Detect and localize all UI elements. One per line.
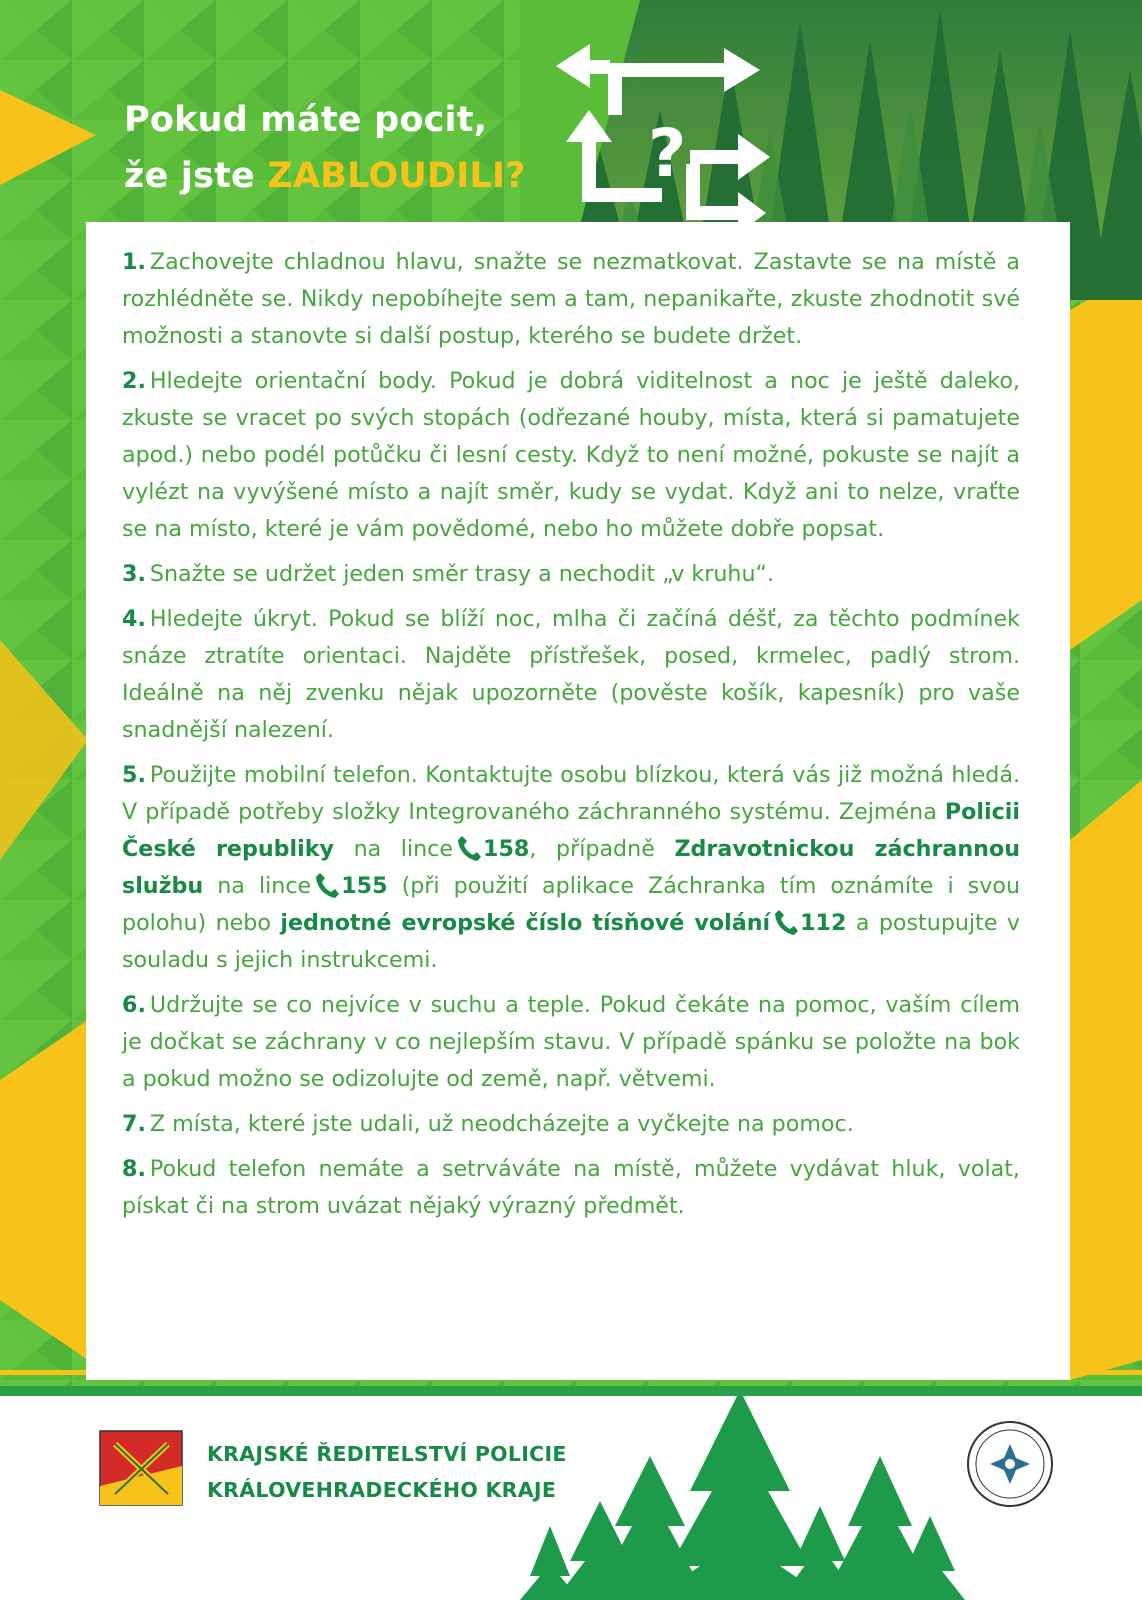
item-text: , případně: [529, 836, 655, 862]
instruction-2: [122, 363, 1020, 548]
item-text: Zachovejte chladnou hlavu, snažte se nezmatkovat. Zastavte se na místě a rozhlédněte se. Nikdy nepobíhejte sem a tam, nepanikařte, zkuste zhodnotit své možnosti a stanovte si další postup, kterého se budete držet.: [122, 249, 1020, 349]
phone-icon: [774, 909, 798, 935]
item-text: Použijte mobilní telefon. Kontaktujte osobu blízkou, která vás již možná hledá. V případě potřeby složky Integrovaného záchranného systému. Zejména: [122, 762, 1020, 825]
police-seal-icon: [968, 1422, 1052, 1506]
item-text: a postupujte v souladu s jejich instrukcemi.: [122, 910, 1020, 973]
instruction-3: [122, 556, 1020, 593]
instruction-6: [122, 987, 1020, 1098]
instruction-8: [122, 1151, 1020, 1225]
footer-line-2: KRÁLOVEHRADECKÉHO KRAJE: [207, 1478, 557, 1502]
phone-icon: [315, 872, 339, 898]
yellow-accent-right-bottom: [1070, 780, 1142, 1380]
instructions-list: [122, 244, 1020, 1233]
instruction-5: [122, 757, 1020, 979]
yellow-accent-right-top: [1070, 270, 1142, 650]
footer: [0, 1396, 1142, 1600]
phone-number-155: 155: [341, 873, 388, 899]
item-text: na lince: [217, 873, 312, 899]
ambulance-name: Zdravotnickou záchrannou službu: [122, 836, 1021, 899]
police-name: Policii České republiky: [122, 799, 1020, 862]
item-number: 3.: [122, 561, 146, 587]
item-text: Z místa, které jste udali, už neodcházejte a vyčkejte na pomoc.: [149, 1111, 854, 1137]
item-text: (při použití aplikace Záchranka tím oznámíte i svou polohu) nebo: [122, 873, 1021, 936]
item-number: 1.: [122, 249, 146, 275]
item-text: Hledejte orientační body. Pokud je dobrá viditelnost a noc je ještě daleko, zkuste se vracet po svých stopách (odřezané houby, místa, která si pamatujete apod.) nebo podél potůčku či lesní cesty. Když to není možné, pokuste se najít a vylézt na vyvýšené místo a najít směr, kudy se vydat. Když ani to nelze, vraťte se na místo, které je vám povědomé, nebo ho můžete dobře popsat.: [122, 368, 1020, 542]
instructions-card: [86, 222, 1070, 1380]
item-number: 8.: [122, 1156, 146, 1182]
footer-graphics: [0, 1396, 1142, 1600]
footer-line-1: KRAJSKÉ ŘEDITELSTVÍ POLICIE: [207, 1442, 567, 1466]
instruction-1: [122, 244, 1020, 355]
instruction-4: [122, 601, 1020, 749]
title-line-2: [124, 148, 526, 204]
phone-number-158: 158: [483, 836, 530, 862]
question-mark-icon: ?: [648, 115, 687, 192]
item-number: 6.: [122, 992, 146, 1018]
trees-illustration: [520, 1396, 965, 1600]
title-prefix: že jste: [124, 156, 255, 196]
yellow-accent-bottom-left: [0, 1020, 88, 1360]
item-number: 2.: [122, 368, 146, 394]
phone-icon: [457, 835, 481, 861]
item-number: 5.: [122, 762, 146, 788]
title-highlight: ZABLOUDILI?: [267, 156, 526, 196]
item-text: na lince: [353, 836, 454, 862]
emergency-number-name: jednotné evropské číslo tísňové volání: [280, 910, 771, 936]
item-text: Hledejte úkryt. Pokud se blíží noc, mlha či začíná déšť, za těchto podmínek snáze ztratíte orientaci. Najděte přístřešek, posed, krmelec, padlý strom. Ideálně na něj zvenku nějak upozorněte (pověste košík, kapesník) pro vaše snadnější nalezení.: [122, 606, 1020, 743]
item-text: Udržujte se co nejvíce v suchu a teple. Pokud čekáte na pomoc, vaším cílem je dočkat se záchrany v co nejlepším stavu. V případě spánku se položte na bok a pokud možno se odizolujte od země, např. větvemi.: [122, 992, 1020, 1092]
item-number: 4.: [122, 606, 146, 632]
instruction-7: [122, 1106, 1020, 1143]
item-text: Pokud telefon nemáte a setrváváte na místě, můžete vydávat hluk, volat, pískat či na strom uvázat nějaký výrazný předmět.: [122, 1156, 1020, 1219]
footer-title: [207, 1436, 567, 1508]
item-number: 7.: [122, 1111, 146, 1137]
page-title: [124, 92, 526, 204]
phone-number-112: 112: [800, 910, 847, 936]
item-text: Snažte se udržet jeden směr trasy a nechodit „v kruhu“.: [149, 561, 775, 587]
title-line-1: Pokud máte pocit,: [124, 100, 488, 140]
coat-of-arms-icon: [100, 1431, 182, 1505]
